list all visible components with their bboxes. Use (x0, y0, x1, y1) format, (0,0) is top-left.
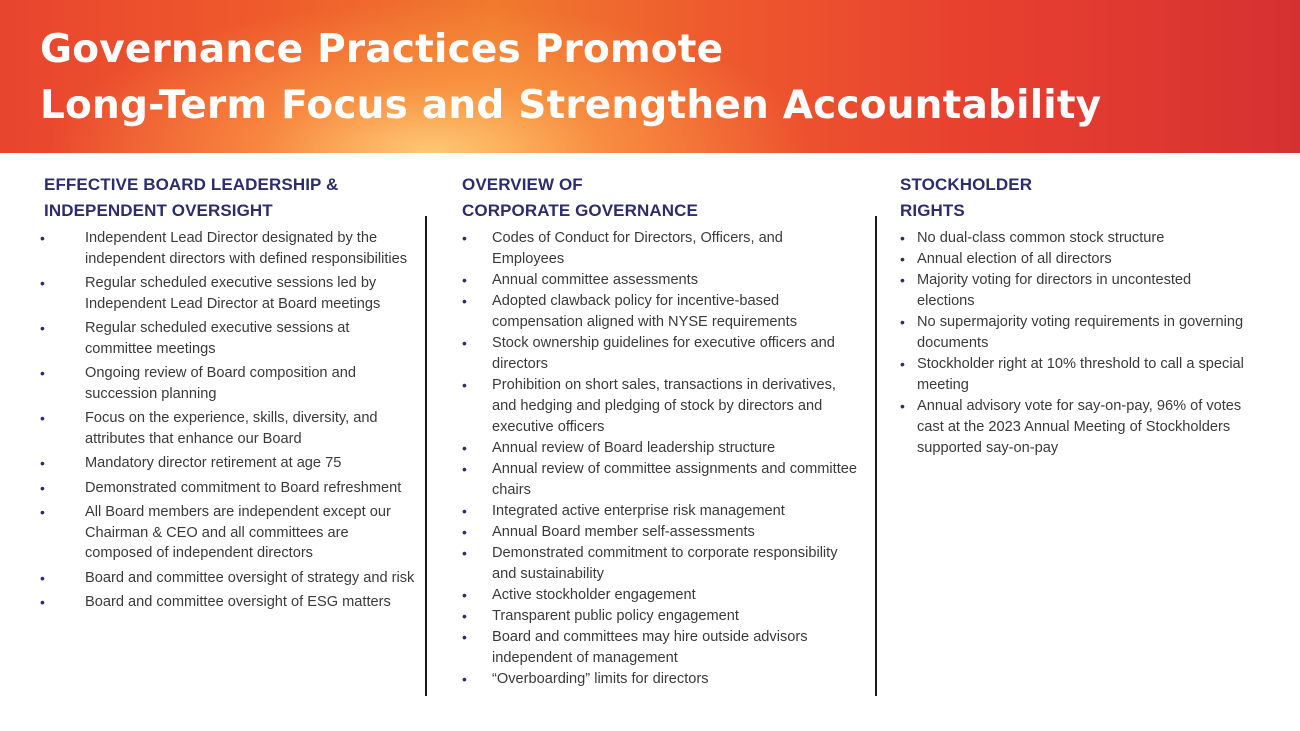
list-item: • Board and committees may hire outside advisors independent of management (462, 627, 857, 669)
page-title-line-2: Long-Term Focus and Strengthen Accountability (40, 83, 1102, 128)
list-item: • “Overboarding” limits for directors (462, 669, 857, 690)
list-item: • Adopted clawback policy for incentive-based compensation aligned with NYSE requirements (462, 291, 857, 333)
list-item: • Codes of Conduct for Directors, Officers, and Employees (462, 228, 857, 270)
list-item: • Annual election of all directors (900, 249, 1250, 270)
column-corporate-governance (462, 172, 857, 690)
list-item: • Annual advisory vote for say-on-pay, 96% of votes cast at the 2023 Annual Meeting of Stockholders supported say-on-pay (900, 396, 1250, 459)
column-board-leadership (44, 172, 419, 617)
list-item: • Stock ownership guidelines for executive officers and directors (462, 333, 857, 375)
bullet-list (900, 228, 1250, 459)
column-heading-line-2: CORPORATE GOVERNANCE (462, 201, 698, 220)
list-item: • All Board members are independent except our Chairman & CEO and all committees are composed of independent directors (56, 502, 419, 564)
list-item: • Mandatory director retirement at age 75 (56, 453, 419, 474)
list-item: • No dual-class common stock structure (900, 228, 1250, 249)
column-heading (462, 172, 857, 224)
list-item: • Transparent public policy engagement (462, 606, 857, 627)
list-item: • Stockholder right at 10% threshold to call a special meeting (900, 354, 1250, 396)
list-item: • Integrated active enterprise risk management (462, 501, 857, 522)
list-item: • Board and committee oversight of ESG matters (56, 592, 419, 613)
column-heading (44, 172, 419, 224)
column-divider (875, 216, 877, 696)
list-item: • Regular scheduled executive sessions led by Independent Lead Director at Board meetings (56, 273, 419, 314)
list-item: • Active stockholder engagement (462, 585, 857, 606)
list-item: • Annual review of committee assignments and committee chairs (462, 459, 857, 501)
bullet-list (56, 228, 419, 613)
list-item: • Prohibition on short sales, transactions in derivatives, and hedging and pledging of stock by directors and executive officers (462, 375, 857, 438)
list-item: • Regular scheduled executive sessions at committee meetings (56, 318, 419, 359)
column-stockholder-rights (900, 172, 1250, 459)
column-heading-line-1: OVERVIEW OF (462, 175, 583, 194)
list-item: • Focus on the experience, skills, diversity, and attributes that enhance our Board (56, 408, 419, 449)
list-item: • Annual Board member self-assessments (462, 522, 857, 543)
column-heading-line-1: STOCKHOLDER (900, 175, 1033, 194)
title-banner (0, 0, 1300, 153)
list-item: • Demonstrated commitment to Board refreshment (56, 478, 419, 499)
column-heading-line-2: INDEPENDENT OVERSIGHT (44, 201, 273, 220)
page-title (40, 22, 1101, 134)
column-heading-line-1: EFFECTIVE BOARD LEADERSHIP & (44, 175, 339, 194)
bullet-list (462, 228, 857, 690)
column-heading-line-2: RIGHTS (900, 201, 965, 220)
list-item: • No supermajority voting requirements in governing documents (900, 312, 1250, 354)
column-divider (425, 216, 427, 696)
column-heading (900, 172, 1250, 224)
list-item: • Board and committee oversight of strategy and risk (56, 568, 419, 589)
page-title-line-1: Governance Practices Promote (40, 27, 724, 72)
list-item: • Majority voting for directors in uncontested elections (900, 270, 1250, 312)
list-item: • Demonstrated commitment to corporate responsibility and sustainability (462, 543, 857, 585)
list-item: • Independent Lead Director designated by the independent directors with defined responsibilities (56, 228, 419, 269)
list-item: • Annual committee assessments (462, 270, 857, 291)
list-item: • Annual review of Board leadership structure (462, 438, 857, 459)
list-item: • Ongoing review of Board composition and succession planning (56, 363, 419, 404)
